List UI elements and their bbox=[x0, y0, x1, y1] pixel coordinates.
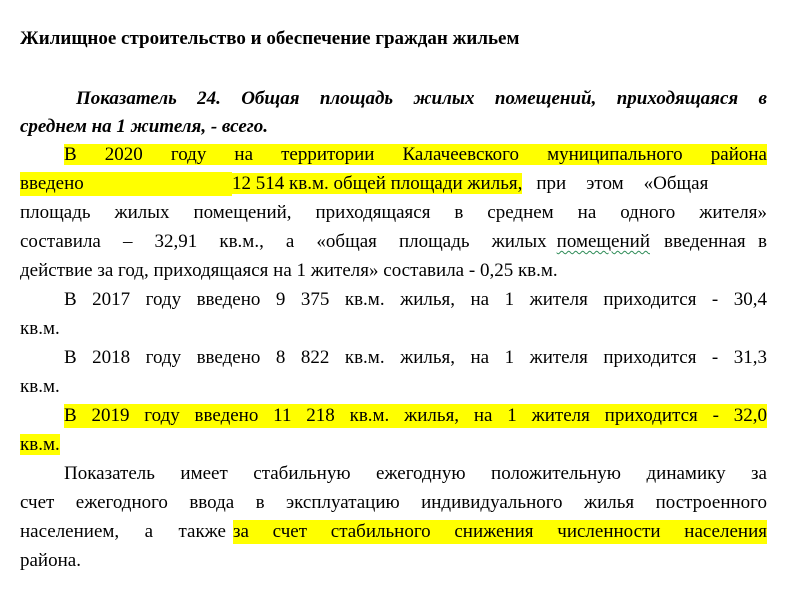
indicator-title-line-1: Показатель 24. Общая площадь жилых помещений, приходящаяся в bbox=[76, 88, 767, 109]
section-heading: Жилищное строительство и обеспечение граждан жильем bbox=[20, 28, 520, 49]
highlight-area-2020: 12 514 кв.м. общей площади жилья, bbox=[232, 173, 523, 194]
para-2017-line-2: кв.м. bbox=[20, 318, 60, 339]
text-while-general: при этом «Общая bbox=[536, 173, 709, 194]
para-2018-line-1: В 2018 году введено 8 822 кв.м. жилья, на 1 жителя приходится - 31,3 bbox=[64, 347, 767, 368]
highlight-population-decrease: за счет стабильного снижения численности населения bbox=[233, 521, 767, 542]
para-2019-line-1 bbox=[64, 404, 767, 428]
para-2017-line-1: В 2017 году введено 9 375 кв.м. жилья, на 1 жителя приходится - 30,4 bbox=[64, 289, 767, 310]
highlight-2019-line-2: кв.м. bbox=[20, 434, 60, 455]
para-2020-line-5: действие за год, приходящаяся на 1 жителя» составила - 0,25 кв.м. bbox=[20, 260, 558, 281]
highlight-introduced-word: введено bbox=[20, 172, 232, 196]
indicator-title-line-2: среднем на 1 жителя, - всего. bbox=[20, 116, 269, 137]
conclusion-line-3 bbox=[20, 520, 767, 544]
spellcheck-word-premises: помещений bbox=[556, 231, 650, 252]
conclusion-line-4: района. bbox=[20, 550, 81, 571]
conclusion-line-2: счет ежегодного ввода в эксплуатацию индивидуального жилья построенного bbox=[20, 492, 767, 513]
para-2020-line-1 bbox=[64, 143, 767, 167]
para-2020-line-2 bbox=[20, 172, 767, 196]
highlight-2019-line-1: В 2019 году введено 11 218 кв.м. жилья, на 1 жителя приходится - 32,0 bbox=[64, 405, 767, 426]
para-2018-line-2: кв.м. bbox=[20, 376, 60, 397]
para-2019-line-2 bbox=[20, 433, 767, 457]
text-amounted: составила – 32,91 кв.м., а «общая площадь жилых bbox=[20, 231, 547, 252]
para-2020-line-4 bbox=[20, 230, 767, 254]
text-commissioned-in: введенная в bbox=[664, 231, 767, 252]
conclusion-line-1: Показатель имеет стабильную ежегодную положительную динамику за bbox=[64, 463, 767, 484]
highlight-2020-line-1: В 2020 году на территории Калачеевского муниципального района bbox=[64, 144, 767, 165]
text-population-also: населением, а также bbox=[20, 521, 226, 542]
para-2020-line-3: площадь жилых помещений, приходящаяся в среднем на одного жителя» bbox=[20, 202, 767, 223]
